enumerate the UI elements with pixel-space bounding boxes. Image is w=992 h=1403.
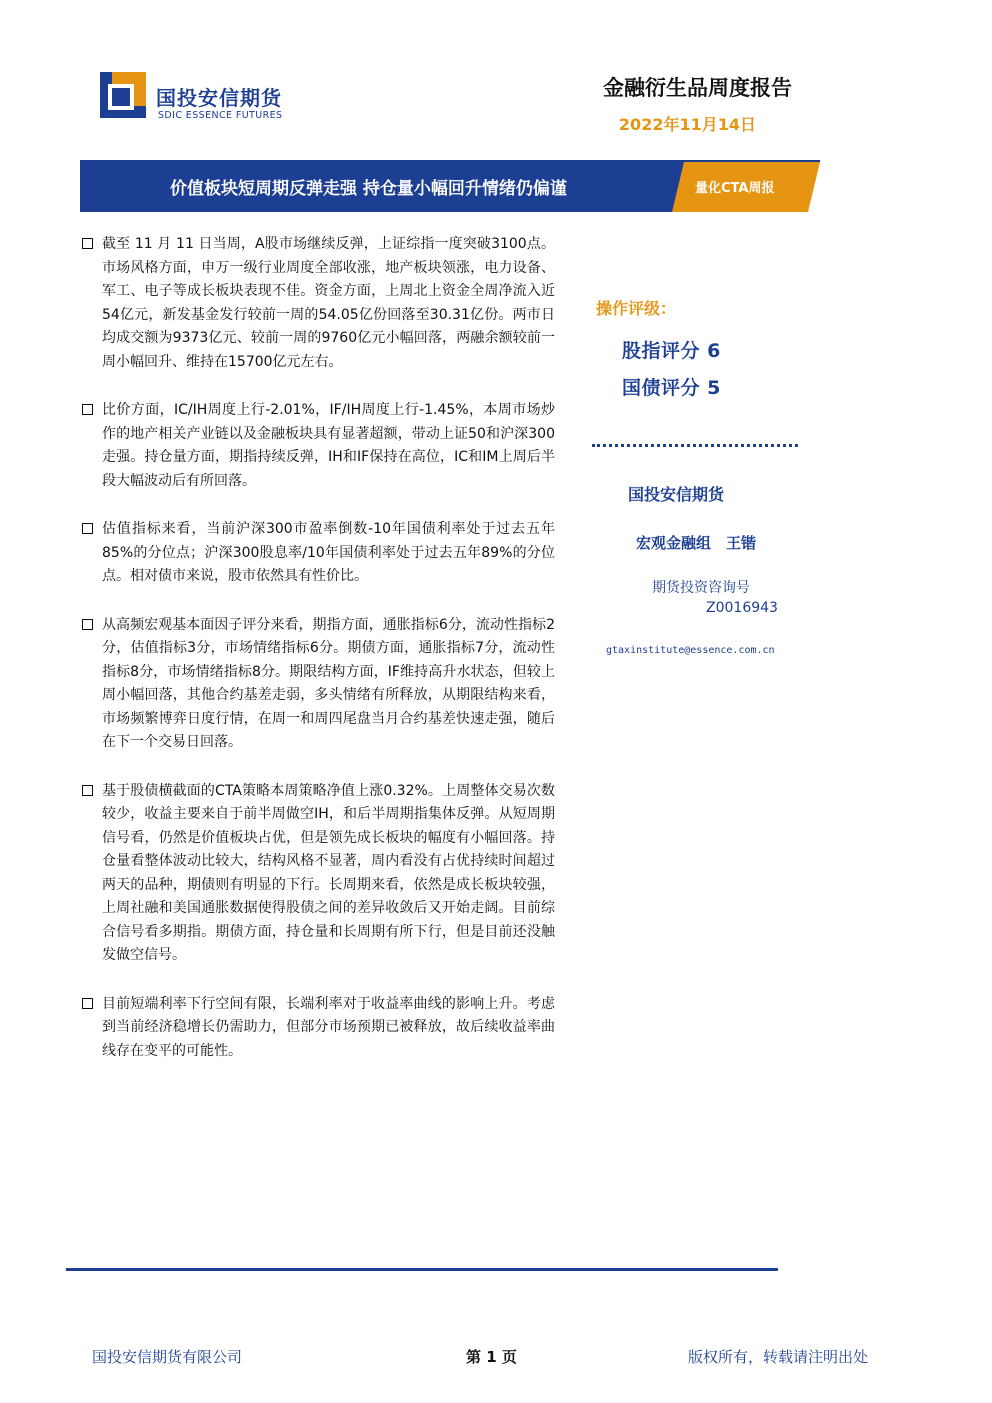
logo-name-cn: 国投安信期货 bbox=[156, 86, 282, 110]
paragraph-text: 从高频宏观基本面因子评分来看，期指方面，通胀指标6分，流动性指标2分，估值指标3分，市场情绪指标6分。期债方面，通胀指标7分，流动性指标8分，市场情绪指标8分。期限结构方面，IF维持高升水状态，但较上周小幅回落，其他合约基差走弱，多头情绪有所释放，从期限结构来看，市场频繁博弈日度行情，在周一和周四尾盘当月合约基差快速走强，随后在下一个交易日回落。 bbox=[102, 616, 555, 750]
report-type-title: 金融衍生品周度报告 bbox=[603, 76, 792, 100]
paragraph-text: 目前短端利率下行空间有限，长端利率对于收益率曲线的影响上升。考虑到当前经济稳增长仍需助力，但部分市场预期已被释放，故后续收益率曲线存在变平的可能性。 bbox=[102, 995, 555, 1059]
report-headline: 价值板块短周期反弹走强 持仓量小幅回升情绪仍偏谨 bbox=[170, 179, 567, 199]
footer-divider bbox=[66, 1268, 778, 1271]
summary-paragraph bbox=[80, 233, 555, 374]
summary-paragraph bbox=[80, 518, 555, 589]
treasury-score: 国债评分 5 bbox=[622, 377, 721, 399]
paragraph-text: 截至 11 月 11 日当周，A股市场继续反弹，上证综指一度突破3100点。市场风格方面，申万一级行业周度全部收涨，地产板块领涨，电力设备、军工、电子等成长板块表现不佳。资金方面，上周北上资金全周净流入近54亿元，新发基金发行较前一周的54.05亿份回落至30.31亿份。两市日均成交额为9373亿元、较前一周的9760亿元小幅回落，两融余额较前一周小幅回升、维持在15700亿元左右。 bbox=[102, 236, 555, 370]
license-label: 期货投资咨询号 bbox=[652, 580, 750, 596]
logo-name-en: SDIC ESSENCE FUTURES bbox=[158, 110, 283, 121]
summary-paragraph bbox=[80, 614, 555, 755]
footer-company: 国投安信期货有限公司 bbox=[92, 1348, 243, 1366]
license-number: Z0016943 bbox=[706, 600, 778, 616]
sidebar-divider bbox=[592, 444, 798, 447]
square-bullet-icon bbox=[82, 619, 93, 630]
paragraph-text: 估值指标来看，当前沪深300市盈率倒数-10年国债利率处于过去五年85%的分位点；沪深300股息率/10年国债利率处于过去五年89%的分位点。相对债市来说，股市依然具有性价比。 bbox=[102, 521, 555, 584]
square-bullet-icon bbox=[82, 998, 93, 1009]
logo-mark-icon bbox=[100, 72, 146, 118]
footer-copyright: 版权所有，转载请注明出处 bbox=[688, 1348, 869, 1366]
summary-paragraph bbox=[80, 780, 555, 968]
summary-paragraph bbox=[80, 993, 555, 1064]
report-category-tag: 量化CTA周报 bbox=[695, 181, 775, 196]
company-logo bbox=[100, 72, 300, 126]
equity-index-score: 股指评分 6 bbox=[622, 340, 721, 362]
rating-title: 操作评级： bbox=[596, 299, 677, 318]
square-bullet-icon bbox=[82, 404, 93, 415]
title-banner bbox=[80, 160, 820, 212]
square-bullet-icon bbox=[82, 523, 93, 534]
paragraph-text: 基于股债横截面的CTA策略本周策略净值上涨0.32%。上周整体交易次数较少，收益主要来自于前半周做空IH，和后半周期指集体反弹。从短周期信号看，仍然是价值板块占优，但是领先成长板块的幅度有小幅回落。持仓量看整体波动比较大，结构风格不显著，周内看没有占优持续时间超过两天的品种，期债则有明显的下行。长周期来看，依然是成长板块较强，上周社融和美国通胀数据使得股债之间的差异收敛后又开始走阔。目前综合信号看多期指。期债方面，持仓量和长周期有所下行，但是目前还没触发做空信号。 bbox=[102, 782, 555, 963]
contact-email: gtaxinstitute@essence.com.cn bbox=[606, 645, 775, 656]
sidebar-company: 国投安信期货 bbox=[628, 485, 725, 504]
paragraph-text: 比价方面，IC/IH周度上行-2.01%，IF/IH周度上行-1.45%，本周市场炒作的地产相关产业链以及金融板块具有显著超额，带动上证50和沪深300走强。持仓量方面，期指持续反弹，IH和IF保持在高位，IC和IM上周后半段大幅波动后有所回落。 bbox=[102, 402, 555, 489]
report-summary bbox=[80, 233, 555, 1088]
square-bullet-icon bbox=[82, 785, 93, 796]
summary-paragraph bbox=[80, 399, 555, 493]
report-date: 2022年11月14日 bbox=[618, 115, 756, 134]
analyst-team: 宏观金融组 王锴 bbox=[636, 534, 757, 552]
page-number: 第 1 页 bbox=[466, 1348, 517, 1366]
square-bullet-icon bbox=[82, 238, 93, 249]
